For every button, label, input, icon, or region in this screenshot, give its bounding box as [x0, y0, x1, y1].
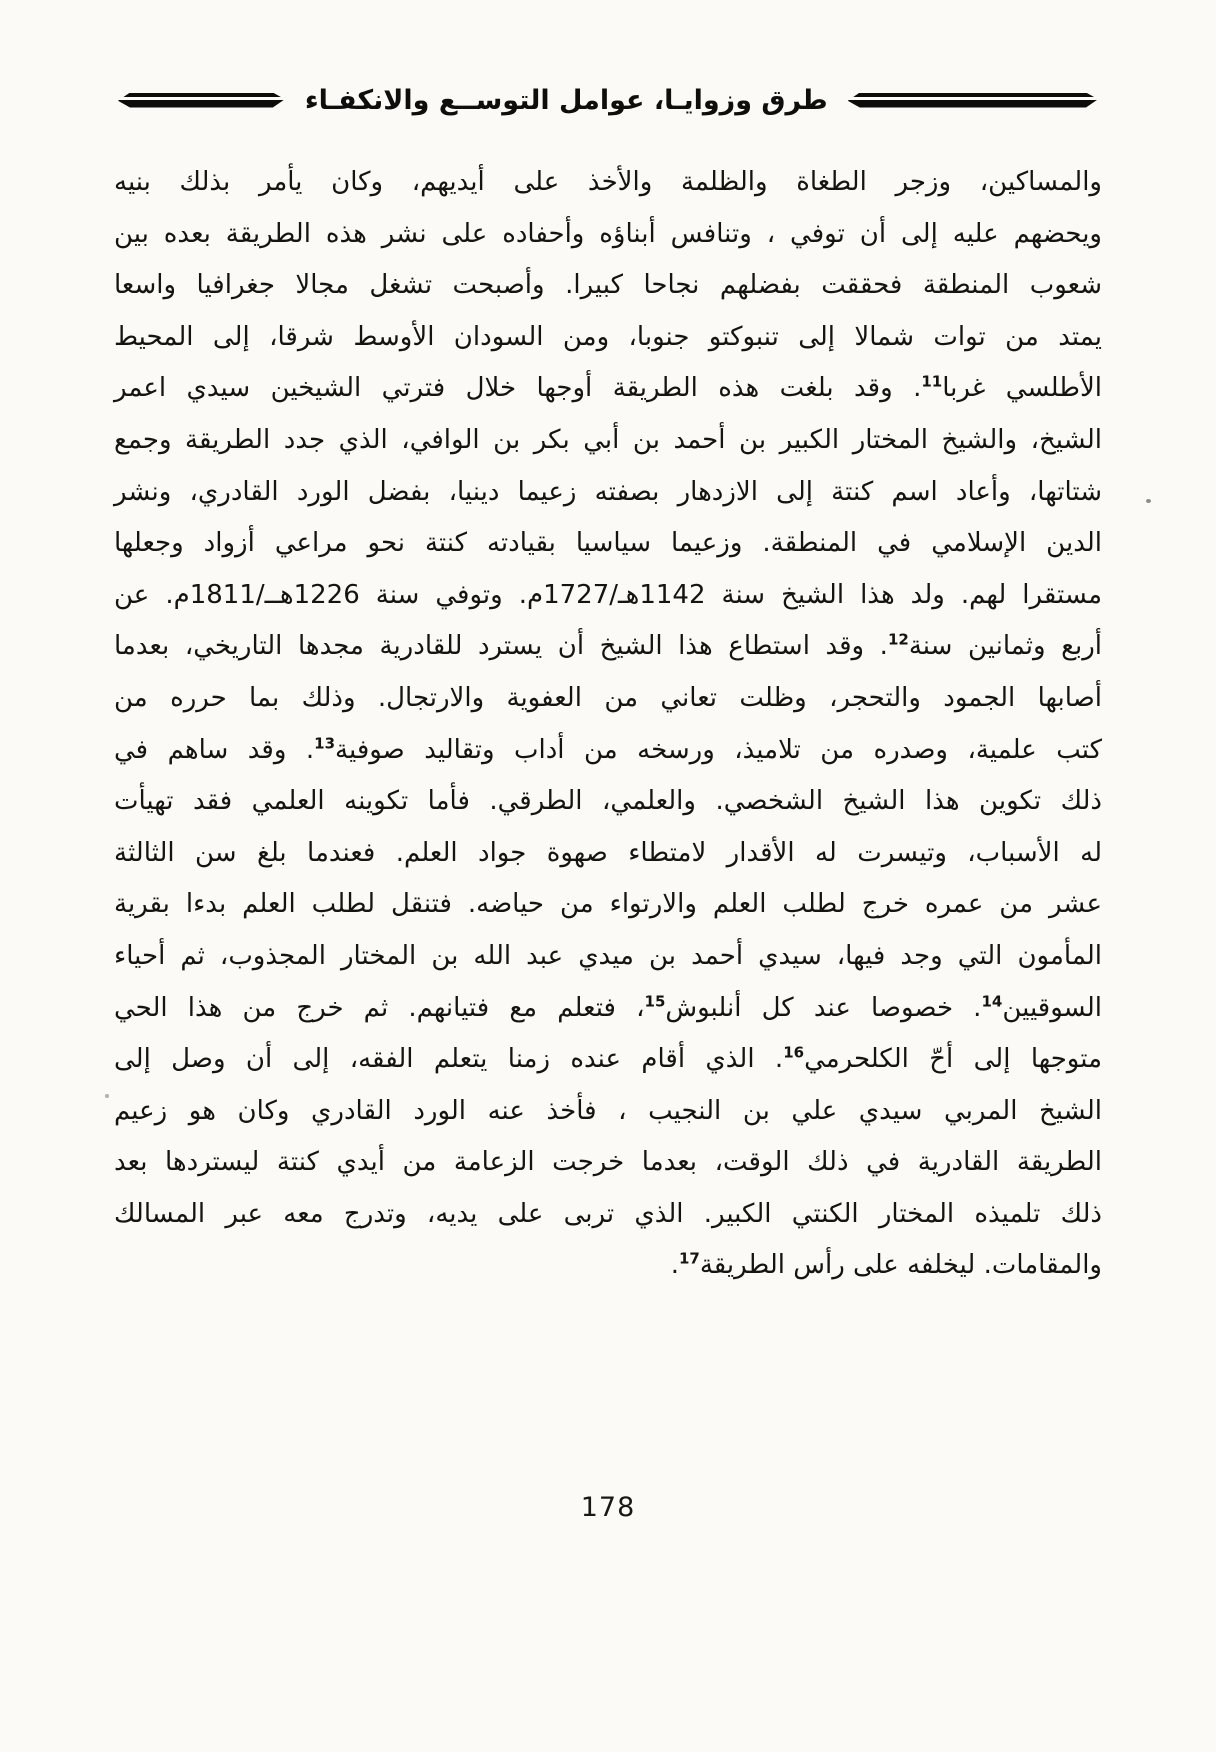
footnote-ref: 13 [314, 733, 336, 752]
running-head-title: طرق وزوايـا، عوامل التوســع والانكفـاء [304, 84, 828, 116]
text-line: الشيخ، والشيخ المختار الكبير بن أحمد بن أبي بكر بن الوافي، الذي جدد الطريقة وجمع [114, 424, 1102, 455]
text-line: كتب علمية، وصدره من تلاميذ، ورسخه من أداب وتقاليد صوفية$^{13}$. وقد ساهم في [114, 733, 1102, 765]
scan-speck [105, 1094, 109, 1098]
footnote-ref: 16 [783, 1043, 805, 1062]
text-line: الشيخ المربي سيدي علي بن النجيب ، فأخذ عنه الورد القادري وكان هو زعيم [114, 1095, 1102, 1126]
text-line: عشر من عمره خرج لطلب العلم والارتواء من حياضه. فتنقل لطلب العلم بدءا بقرية [114, 889, 1102, 920]
header-rule-right-ornament [848, 93, 1098, 108]
text-line: أصابها الجمود والتحجر، وظلت تعاني من العفوية والارتجال. وذلك بما حرره من [114, 682, 1102, 713]
body-text [114, 157, 1102, 1292]
footnote-ref: 15 [644, 991, 666, 1010]
text-line: شعوب المنطقة فحققت بفضلهم نجاحا كبيرا. وأصبحت تشغل مجالا جغرافيا واسعا [114, 270, 1102, 301]
page-number: 178 [580, 1492, 636, 1523]
header-rule-left-ornament [118, 93, 285, 108]
text-line: يمتد من توات شمالا إلى تنبوكتو جنوبا، ومن السودان الأوسط شرقا، إلى المحيط [114, 321, 1102, 352]
text-line: الطريقة القادرية في ذلك الوقت، بعدما خرجت الزعامة من أيدي كنتة ليستردها بعد [114, 1147, 1102, 1178]
footnote-ref: 11 [921, 372, 943, 391]
text-line: السوقيين$^{14}$. خصوصا عند كل أنلبوش$^{15}$، فتعلم مع فتيانهم. ثم خرج من هذا الحي [114, 991, 1102, 1023]
text-line: والمساكين، وزجر الطغاة والظلمة والأخذ على أيديهم، وكان يأمر بذلك بنيه [114, 167, 1102, 197]
text-line: والمقامات. ليخلفه على رأس الطريقة$^{17}$. [670, 1249, 1102, 1281]
text-line: الدين الإسلامي في المنطقة. وزعيما سياسيا بقيادته كنتة نحو مراعي أزواد وجعلها [114, 528, 1102, 559]
text-line: له الأسباب، وتيسرت له الأقدار لامتطاء صهوة جواد العلم. فعندما بلغ سن الثالثة [114, 837, 1102, 868]
text-line: ذلك تلميذه المختار الكنتي الكبير. الذي تربى على يديه، وتدرج معه عبر المسالك [114, 1198, 1102, 1229]
footnote-ref: 17 [678, 1249, 700, 1268]
text-line: ويحضهم عليه إلى أن توفي ، وتنافس أبناؤه وأحفاده على نشر هذه الطريقة بعده بين [114, 218, 1102, 249]
text-line: الأطلسي غربا$^{11}$. وقد بلغت هذه الطريقة أوجها خلال فترتي الشيخين سيدي اعمر [114, 372, 1102, 404]
text-line: ذلك تكوين هذا الشيخ الشخصي. والعلمي، الطرقي. فأما تكوينه العلمي فقد تهيأت [114, 786, 1102, 817]
text-line: مستقرا لهم. ولد هذا الشيخ سنة 1142هـ/1727م. وتوفي سنة 1226هــ/1811م. عن [114, 579, 1102, 610]
footnote-ref: 14 [981, 991, 1003, 1010]
text-line: شتاتها، وأعاد اسم كنتة إلى الازدهار بصفته زعيما دينيا، بفضل الورد القادري، ونشر [114, 476, 1102, 507]
text-line: المأمون التي وجد فيها، سيدي أحمد بن ميدي عبد الله بن المختار المجذوب، ثم أحياء [114, 940, 1102, 971]
footnote-ref: 12 [887, 630, 909, 649]
text-line: أربع وثمانين سنة$^{12}$. وقد استطاع هذا الشيخ أن يسترد للقادرية مجدها التاريخي، بعدما [114, 630, 1102, 662]
scan-speck [1146, 499, 1151, 503]
page-header [118, 82, 1098, 118]
text-line: متوجها إلى أحّ الكلحرمي$^{16}$. الذي أقام عنده زمنا يتعلم الفقه، إلى أن وصل إلى [114, 1043, 1102, 1075]
